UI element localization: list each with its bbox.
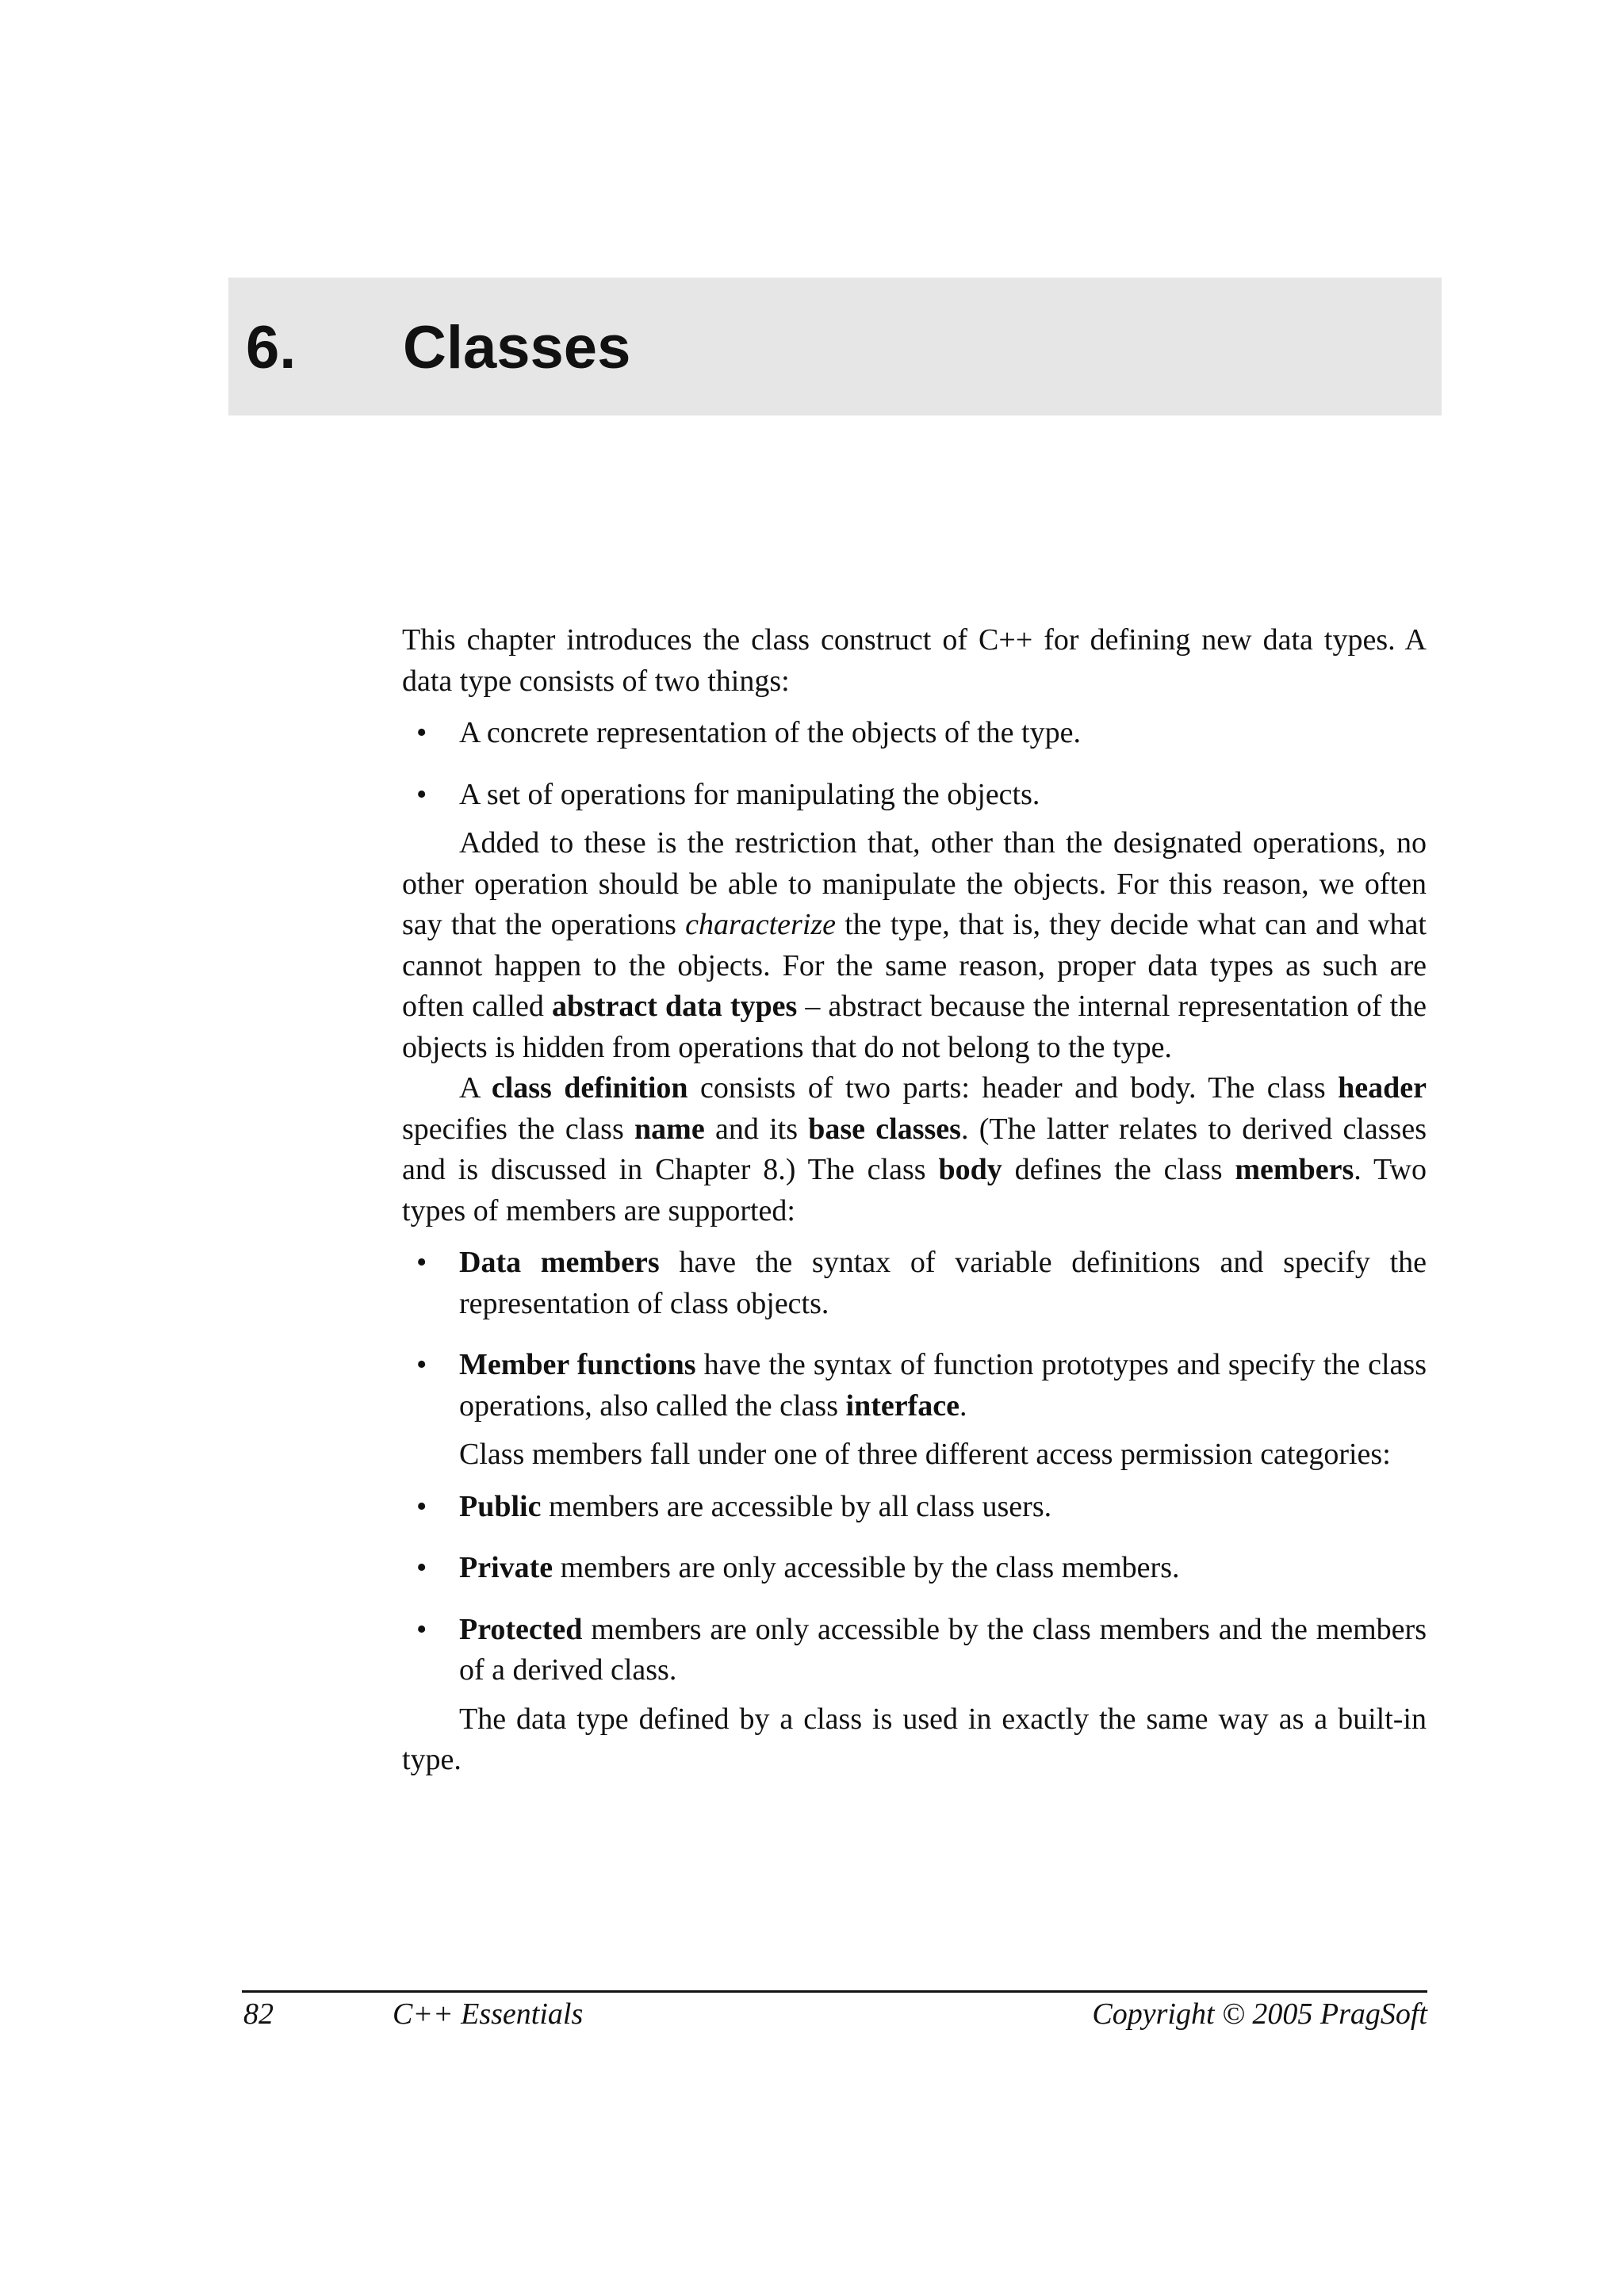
term-class-definition: class definition	[491, 1071, 688, 1105]
chapter-title: Classes	[403, 314, 631, 381]
term-public: Public	[459, 1489, 542, 1523]
bullet-icon: •	[416, 1489, 427, 1523]
term-name: name	[634, 1112, 705, 1146]
term-member-functions: Member functions	[459, 1348, 696, 1381]
list-item	[402, 1345, 1427, 1427]
chapter-number: 6.	[246, 314, 297, 381]
bullet-icon: •	[416, 1348, 427, 1381]
list-item-text: A concrete representation of the objects of the type.	[459, 716, 1081, 749]
access-categories-paragraph: Class members fall under one of three different access permission categories:	[459, 1438, 1391, 1471]
term-data-members: Data members	[459, 1246, 660, 1279]
footer-copyright: Copyright © 2005 PragSoft	[1092, 1997, 1427, 2031]
class-definition-paragraph	[402, 1068, 1427, 1231]
text-run: consists of two parts: header and body. The class	[688, 1071, 1339, 1105]
term-body: body	[938, 1153, 1002, 1186]
list-item	[402, 1548, 1427, 1589]
text-run: specifies the class	[402, 1112, 635, 1146]
emphasis-characterize: characterize	[685, 908, 837, 941]
text-run: .	[959, 1388, 967, 1423]
list-item-text: members are only accessible by the class members.	[553, 1551, 1180, 1584]
bullet-icon: •	[416, 1612, 427, 1646]
term-header: header	[1338, 1071, 1427, 1105]
term-private: Private	[459, 1551, 553, 1584]
text-run: A	[459, 1071, 492, 1105]
list-item	[402, 713, 1427, 754]
abstract-types-paragraph	[402, 823, 1427, 1068]
chapter-body	[402, 620, 1427, 1781]
list-item-text: members are only accessible by the class members and the members of a derived class.	[459, 1612, 1427, 1687]
footer-divider	[242, 1990, 1427, 1993]
text-run: . Two types of members are supported:	[402, 1153, 1427, 1227]
list-item	[402, 1610, 1427, 1691]
term-members: members	[1235, 1153, 1354, 1186]
footer-page-number: 82	[243, 1997, 274, 2031]
text-run: Added to these is the restriction that, other than the designated operations, no other operation should be able to manipulate the objects. For this reason, we often say that the operations	[402, 826, 1427, 941]
term-protected: Protected	[459, 1612, 583, 1646]
bullet-icon: •	[416, 1246, 427, 1279]
bullet-icon: •	[416, 777, 427, 811]
list-item-text: have the syntax of function prototypes and specify the class operations, also called the class	[459, 1348, 1427, 1423]
list-item	[402, 775, 1427, 816]
intro-paragraph: This chapter introduces the class construct of C++ for defining new data types. A data type consists of two things:	[402, 623, 1427, 698]
term-interface: interface	[845, 1388, 959, 1423]
term-abstract-data-types: abstract data types	[551, 990, 798, 1023]
closing-paragraph: The data type defined by a class is used in exactly the same way as a built-in type.	[402, 1702, 1427, 1776]
bullet-icon: •	[416, 1551, 427, 1584]
list-item	[402, 1243, 1427, 1324]
member-types-list	[402, 1243, 1427, 1427]
term-base-classes: base classes	[808, 1112, 961, 1146]
text-run: defines the class	[1002, 1153, 1235, 1186]
list-item	[402, 1487, 1427, 1528]
list-item-text: have the syntax of variable definitions and specify the representation of class objects.	[459, 1246, 1427, 1320]
access-categories-list	[402, 1487, 1427, 1691]
chapter-heading-band	[228, 278, 1442, 416]
text-run: and its	[704, 1112, 809, 1146]
bullet-icon: •	[416, 716, 427, 749]
text-run: . (The latter relates to derived classes and is discussed in Chapter 8.) The class	[402, 1112, 1427, 1186]
list-item-text: members are accessible by all class users.	[541, 1489, 1052, 1523]
text-run: – abstract because the internal representation of the objects is hidden from operations that do not belong to the type.	[402, 990, 1427, 1064]
footer-book-title: C++ Essentials	[393, 1997, 584, 2031]
type-components-list	[402, 713, 1427, 815]
text-run: the type, that is, they decide what can and what cannot happen to the objects. For the same reason, proper data types as such are often called	[402, 908, 1427, 1023]
list-item-text: A set of operations for manipulating the objects.	[459, 777, 1040, 811]
